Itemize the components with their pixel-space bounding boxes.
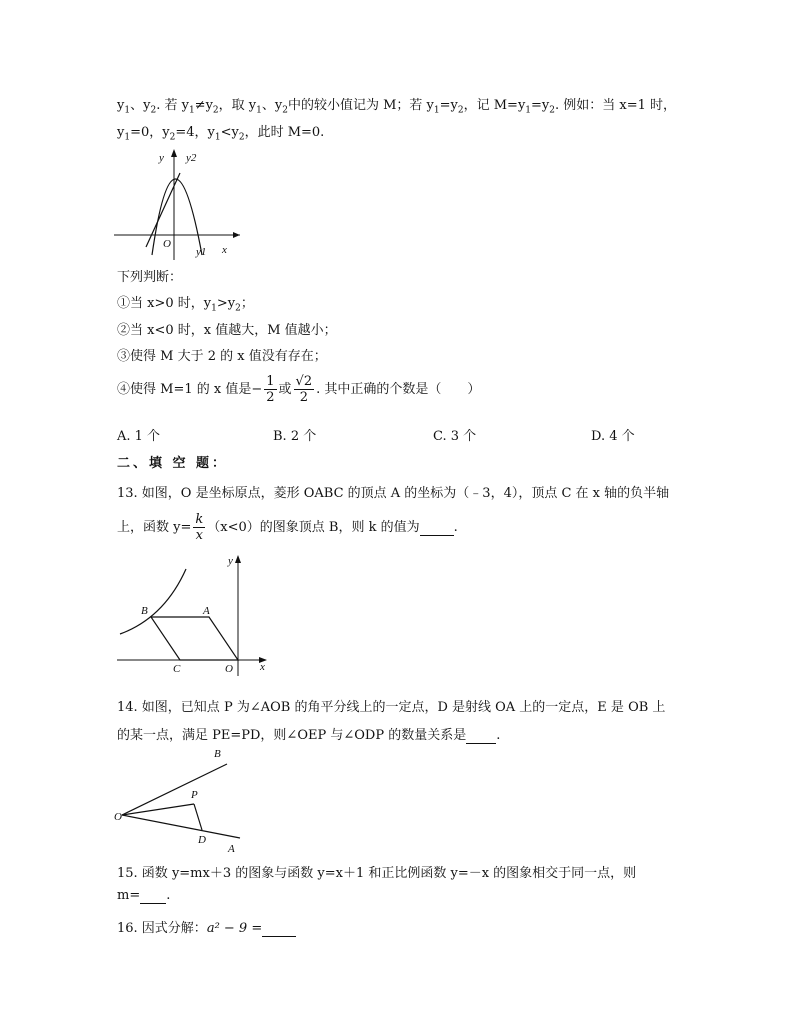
q12-graph-y2-label: y2 xyxy=(186,152,197,164)
q12-graph-origin-label: O xyxy=(163,238,171,250)
answer-blank-13 xyxy=(420,520,454,536)
q13-line1: 13. 如图，O 是坐标原点，菱形 OABC 的顶点 A 的坐标为（﹣3，4），顶点 C 在 x 轴的负半轴 xyxy=(117,486,670,501)
fraction-root2-over-2: $\frac{√2}{2}$ xyxy=(295,374,313,405)
q12-parabola-graph xyxy=(112,143,242,261)
fraction-one-half: $\frac{1}{2}$ xyxy=(266,374,275,405)
q13-graph-y-label: y xyxy=(228,555,233,567)
option-b: B. 2 个 xyxy=(273,429,317,444)
q12-judgment-4: ④使得 M=1 的 x 值是− $\frac{1}{2}$ 或 $\frac{√2}{2}$ . 其中正确的个数是（ ） xyxy=(117,374,481,405)
option-c: C. 3 个 xyxy=(433,429,477,444)
q15-line1: 15. 函数 y=mx＋3 的图象与函数 y=x＋1 和正比例函数 y=－x 的图象相交于同一点，则 xyxy=(117,866,637,881)
q12-intro-line2: $y_1=0$，$y_2=4$，$y_1<y_2$，此时 M=0. xyxy=(117,125,325,143)
q13-rhombus-graph xyxy=(112,552,272,678)
answer-blank-16 xyxy=(262,921,296,937)
q12-graph-y-label: y xyxy=(159,152,164,164)
section-heading: 二、填 空 题： xyxy=(117,456,229,471)
q13-graph-b-label: B xyxy=(141,605,148,617)
q12-judgments-title: 下列判断： xyxy=(117,270,183,285)
answer-blank-15 xyxy=(140,888,166,904)
q12-judgment-3: ③使得 M 大于 2 的 x 值没有存在； xyxy=(117,349,327,364)
option-a: A. 1 个 xyxy=(117,429,161,444)
answer-blank-14 xyxy=(466,728,496,744)
q13-graph-a-label: A xyxy=(203,605,210,617)
q12-graph-y1-label: y1 xyxy=(196,246,207,258)
q14-line2: 的某一点，满足 PE=PD，则∠OEP 与∠ODP 的数量关系是 . xyxy=(117,728,501,743)
q12-judgment-2: ②当 x<0 时，x 值越大，M 值越小； xyxy=(117,323,337,338)
q13-graph-origin-label: O xyxy=(225,663,233,675)
q13-line2: 上，函数 y= $\frac{k}{x}$ （x<0）的图象顶点 B，则 k 的值为 . xyxy=(117,512,458,543)
option-d: D. 4 个 xyxy=(591,429,635,444)
q12-graph-x-label: x xyxy=(222,244,227,256)
q13-graph-x-label: x xyxy=(260,661,265,673)
q14-angle-graph xyxy=(112,742,252,856)
fraction-k-over-x: $\frac{k}{x}$ xyxy=(195,512,204,543)
q16-line: 16. 因式分解：a² − 9 = xyxy=(117,917,296,937)
q14-graph-p-label: P xyxy=(191,789,198,801)
q12-intro-line1: $y_1$、$y_2$. 若 $y_1\ne y_2$，取 $y_1$、$y_2$中的较小值记为 M；若 $y_1=y_2$，记 $M=y_1=y_2$. 例如：当 x=1 时， xyxy=(117,98,677,116)
q14-graph-a-label: A xyxy=(228,843,235,855)
q14-graph-o-label: O xyxy=(114,811,122,823)
q14-graph-d-label: D xyxy=(198,834,206,846)
q14-line1: 14. 如图，已知点 P 为∠AOB 的角平分线上的一定点，D 是射线 OA 上的一定点，E 是 OB 上 xyxy=(117,700,666,715)
q12-judgment-1: ①当 x>0 时，$y_1>y_2$； xyxy=(117,296,254,314)
q15-line2: m= . xyxy=(117,888,171,903)
q14-graph-b-label: B xyxy=(214,748,221,760)
q13-graph-c-label: C xyxy=(173,663,181,675)
